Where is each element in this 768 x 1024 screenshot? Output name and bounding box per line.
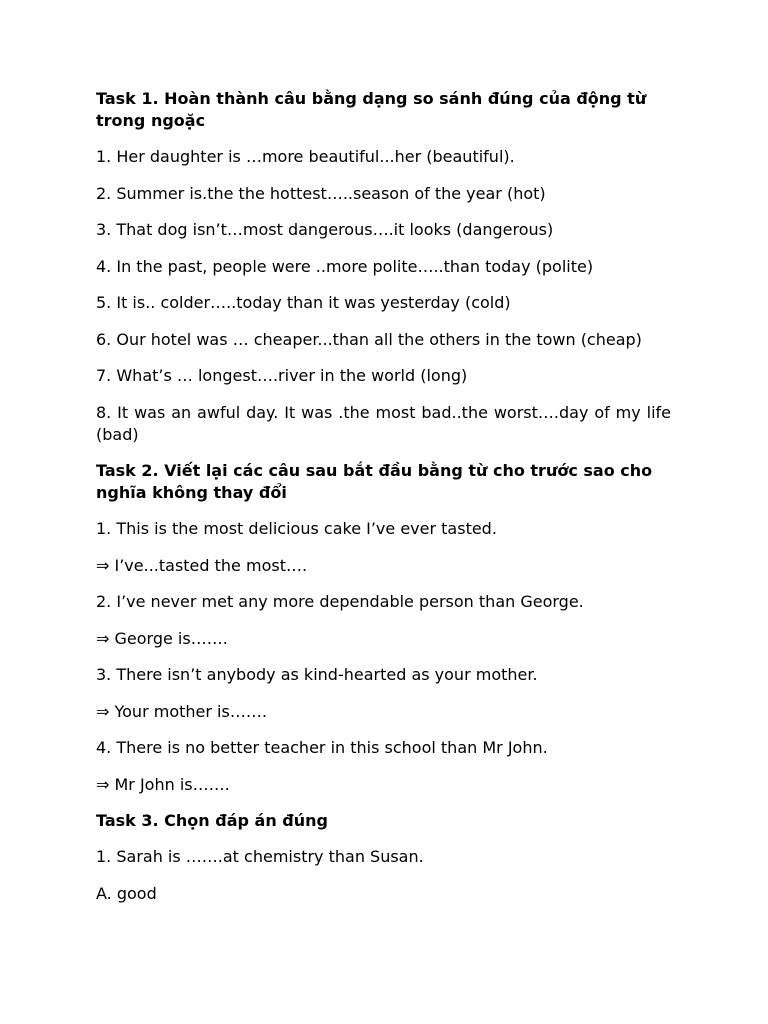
document-page [96, 88, 671, 919]
task1-heading: Task 1. Hoàn thành câu bằng dạng so sánh đúng của động từ trong ngoặc [96, 89, 647, 130]
task2-item-1: 1. This is the most delicious cake I’ve ever tasted. [96, 519, 497, 538]
task1-item-8: 8. It was an awful day. It was .the most bad..the worst….day of my life (bad) [96, 402, 671, 444]
task2-item-4: 4. There is no better teacher in this school than Mr John. [96, 738, 548, 757]
task1-item-7: 7. What’s … longest….river in the world (long) [96, 366, 468, 385]
task2-answer-3: ⇒ Your mother is……. [96, 701, 267, 721]
task2-answer-4: ⇒ Mr John is……. [96, 774, 230, 794]
task3-option-a: A. good [96, 883, 157, 903]
task3-question-1: 1. Sarah is …….at chemistry than Susan. [96, 847, 424, 866]
task1-item-5: 5. It is.. colder…..today than it was yesterday (cold) [96, 293, 511, 312]
task1-item-2: 2. Summer is.the the hottest…..season of the year (hot) [96, 183, 546, 203]
task1-item-4: 4. In the past, people were ..more polite…..than today (polite) [96, 256, 594, 276]
task1-item-1: 1. Her daughter is …more beautiful...her (beautiful). [96, 147, 515, 166]
task2-item-2: 2. I’ve never met any more dependable person than George. [96, 592, 584, 611]
task3-heading: Task 3. Chọn đáp án đúng [96, 811, 328, 830]
task2-item-3: 3. There isn’t anybody as kind-hearted as your mother. [96, 665, 538, 684]
task2-heading: Task 2. Viết lại các câu sau bắt đầu bằng từ cho trước sao cho nghĩa không thay đổi [96, 461, 653, 502]
task2-answer-1: ⇒ I’ve...tasted the most…. [96, 555, 308, 575]
task2-answer-2: ⇒ George is……. [96, 628, 228, 648]
task1-item-3: 3. That dog isn’t…most dangerous….it looks (dangerous) [96, 220, 554, 239]
task1-item-6: 6. Our hotel was … cheaper...than all the others in the town (cheap) [96, 329, 642, 349]
